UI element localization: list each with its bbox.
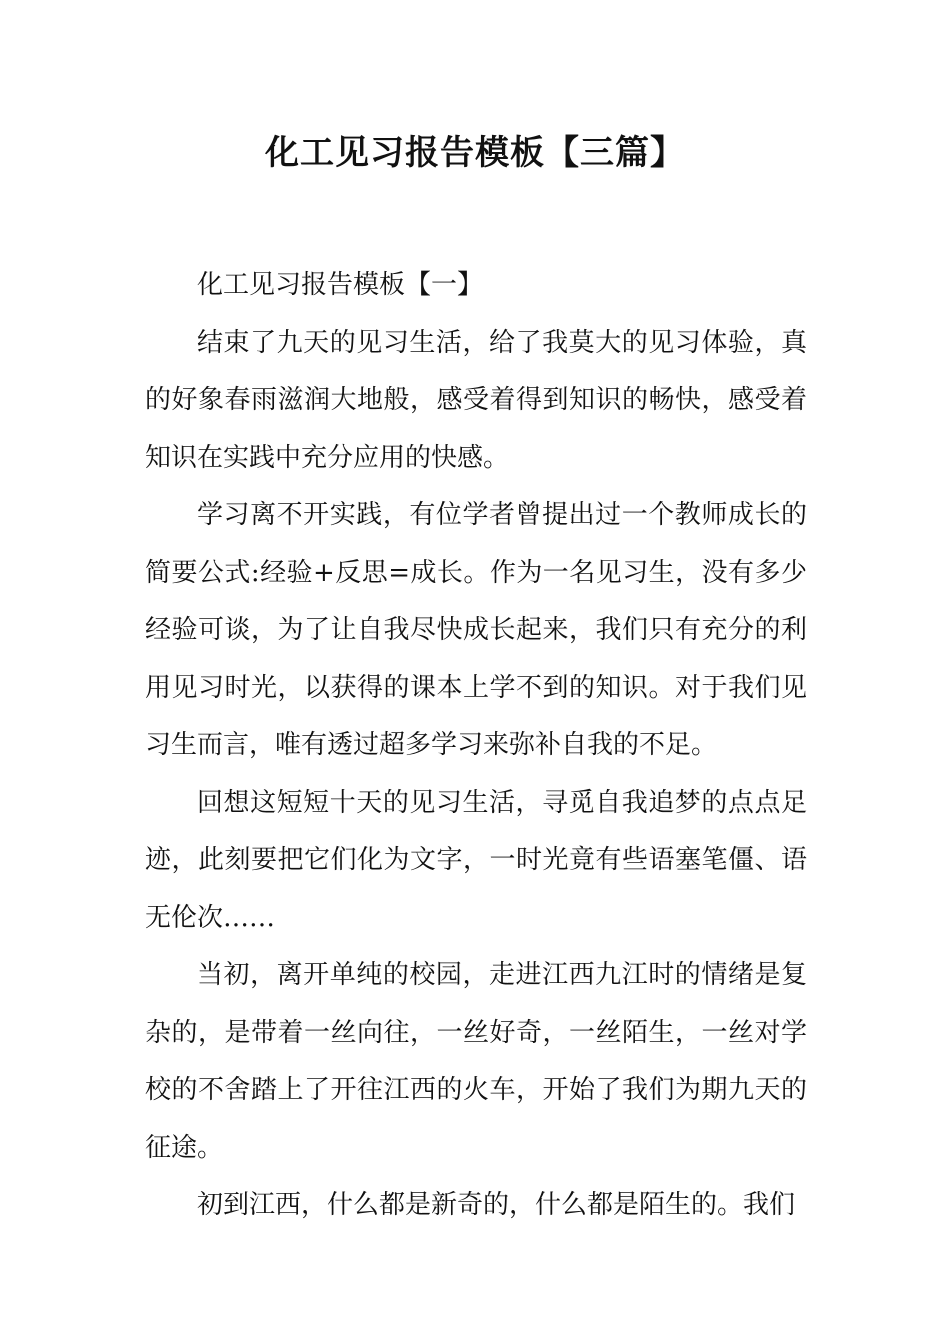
paragraph: 当初，离开单纯的校园，走进江西九江时的情绪是复杂的，是带着一丝向往，一丝好奇，一丝陌生，一丝对学校的不舍踏上了开往江西的火车，开始了我们为期九天的征途。 (145, 960, 807, 1163)
document-body (145, 257, 807, 1235)
section-heading: 化工见习报告模板【一】 (197, 270, 484, 300)
paragraph: 结束了九天的见习生活，给了我莫大的见习体验，真的好象春雨滋润大地般，感受着得到知识的畅快，感受着知识在实践中充分应用的快感。 (145, 327, 807, 473)
paragraph: 学习离不开实践，有位学者曾提出过一个教师成长的简要公式:经验+反思=成长。作为一名见习生，没有多少经验可谈，为了让自我尽快成长起来，我们只有充分的利用见习时光，以获得的课本上学不到的知识。对于我们见习生而言，唯有透过超多学习来弥补自我的不足。 (145, 500, 807, 760)
paragraph: 初到江西，什么都是新奇的，什么都是陌生的。我们 (197, 1190, 796, 1220)
document-title: 化工见习报告模板【三篇】 (265, 133, 685, 173)
paragraph: 回想这短短十天的见习生活，寻觅自我追梦的点点足迹，此刻要把它们化为文字，一时光竟有些语塞笔僵、语无伦次…… (145, 787, 807, 933)
